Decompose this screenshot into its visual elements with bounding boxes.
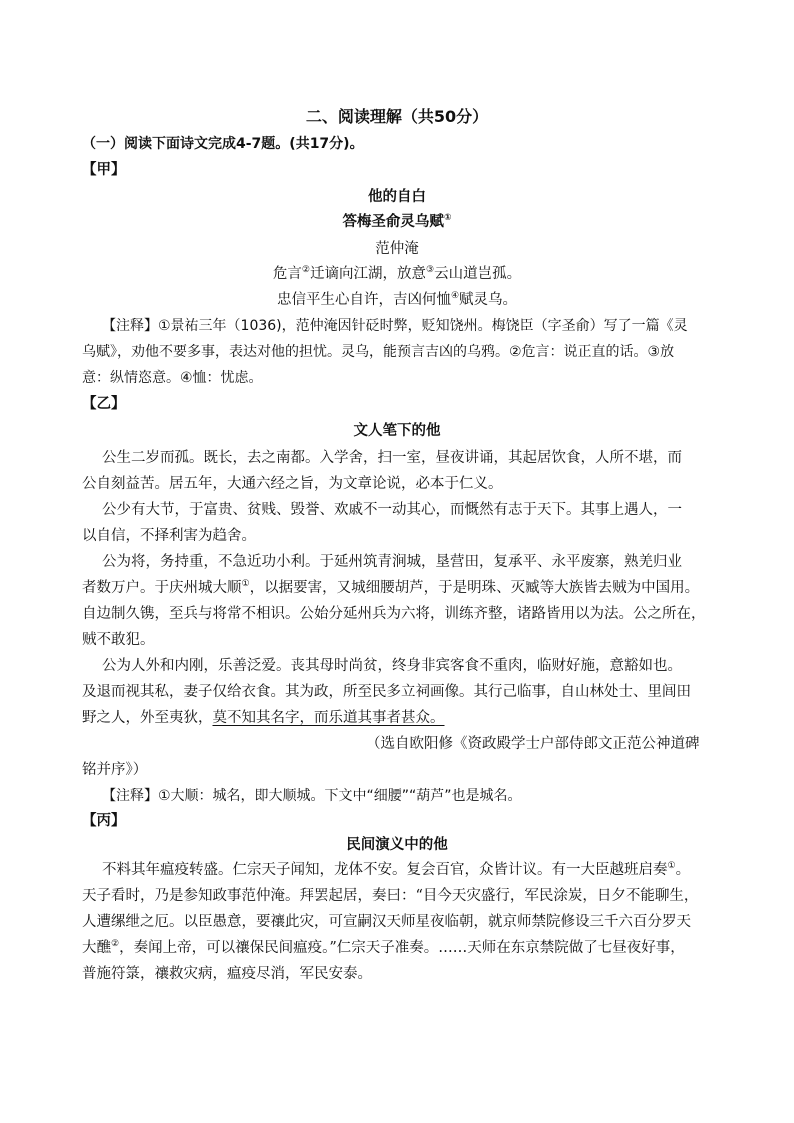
yi-text-line [82,708,445,728]
underlined-sentence: 莫不知其名字，而乐道其事者甚众。 [212,710,445,726]
source-citation: （选自欧阳修《资政殿学士户部侍郎文正范公神道碑 [366,736,700,752]
yi-text-line: 公生二岁而孤。既长，去之南都。入学舍，扫一室，昼夜讲诵，其起居饮食，人所不堪，而 [102,450,682,466]
bing-text-line: 天子看时，乃是参知政事范仲淹。拜罢起居，奏曰：“目今天灾盛行，军民涂炭，日夕不能聊生， [82,888,699,904]
yi-note: 【注释】①大顺：城名，即大顺城。下文中“细腰”“葫芦”也是城名。 [102,788,522,804]
note-marker: ② [301,265,310,275]
jia-note-line: 乌赋》，劝他不要多事，表达对他的担忧。灵乌，能预言吉凶的乌鸦。②危言：说正直的话。③放 [82,344,675,360]
bing-title: 民间演义中的他 [346,837,448,853]
yi-text-line: 公为将，务持重，不急近功小利。于延州筑青涧城，垦营田，复承平、永平废寨，熟羌归业 [102,554,682,570]
poem-text: 迁谪向江湖，放意 [310,266,426,282]
poem-line-2 [0,290,794,310]
note-marker: ① [241,579,250,589]
poem-text: 忠信平生心自许，吉凶何恤 [276,292,451,308]
yi-title: 文人笔下的他 [353,423,441,439]
yi-text-line: 公少有大节，于富贵、贫贱、毁誉、欢戚不一动其心，而慨然有志于天下。其事上遇人，一 [102,502,682,518]
yi-text: 野之人，外至夷狄， [82,710,213,726]
jia-note-line: 【注释】①景祐三年（1036)，范仲淹因针砭时弊，贬知饶州。梅饶臣（字圣俞）写了一篇《灵 [102,318,688,334]
bing-text-line [82,938,685,958]
subsection-heading: （一）阅读下面诗文完成4-7题。(共17分)。 [82,136,364,152]
yi-text-line: 公自刻益苦。居五年，大通六经之旨，为文章论说，必本于仁义。 [82,476,503,492]
bing-text: 大醮 [82,940,111,956]
yi-text: 者数万户。于庆州城大顺 [82,580,242,596]
bing-text: 不料其年瘟疫转盛。仁宗天子闻知，龙体不安。复会百官，众皆计议。有一大臣越班启奏 [102,862,668,878]
jia-note-line: 意：纵情恣意。④恤：忧虑。 [82,370,263,386]
yi-text-line: 自边制久镌，至兵与将常不相识。公始分延州兵为六将，训练齐整，诸路皆用以为法。公之所在， [82,606,706,622]
yi-text-line: 以自信，不择利害为趋舍。 [82,528,256,544]
bing-text: 。 [675,862,691,878]
poem-title [0,212,794,232]
yi-text-line [82,578,699,598]
note-marker: ② [111,939,120,949]
poem-author: 范仲淹 [375,241,419,257]
bing-tag: 【丙】 [82,813,126,829]
poem-line-1 [0,264,794,284]
yi-text: ，以据要害，又城细腰胡芦，于是明珠、灭臧等大族皆去贼为中国用。 [249,580,700,596]
yi-text-line: 贼不敢犯。 [82,632,155,648]
yi-tag: 【乙】 [82,396,126,412]
poem-title-text: 答梅圣俞灵乌赋 [342,214,444,230]
bing-text: ，奏闻上帝，可以禳保民间瘟疫。”仁宗天子准奏。……天师在东京禁院做了七昼夜好事， [119,940,685,956]
jia-tag: 【甲】 [82,162,126,178]
bing-text-line: 普施符箓，禳救灾病，瘟疫尽消，军民安泰。 [82,966,372,982]
bing-text-line [102,860,690,880]
poem-title-note: ① [443,213,452,223]
source-citation: 铭并序》） [82,762,148,778]
poem-text: 云山道岂孤。 [434,266,522,282]
poem-text: 赋灵乌。 [459,292,518,308]
yi-text-line: 及退而视其私，妻子仅给衣食。其为政，所至民多立祠画像。其行己临事，自山林处士、里闾田 [82,684,691,700]
jia-title: 他的自白 [368,189,426,205]
note-marker: ③ [426,265,435,275]
section-title: 二、阅读理解（共50分） [305,107,489,126]
poem-text: 危言 [272,266,302,282]
bing-text-line: 人遭缧绁之厄。以臣愚意，要禳此灾，可宣嗣汉天师星夜临朝，就京师禁院修设三千六百分罗天 [82,914,691,930]
note-marker: ① [667,861,676,871]
note-marker: ④ [450,291,460,301]
yi-text-line: 公为人外和内刚，乐善泛爱。丧其母时尚贫，终身非宾客食不重肉，临财好施，意豁如也。 [102,658,682,674]
